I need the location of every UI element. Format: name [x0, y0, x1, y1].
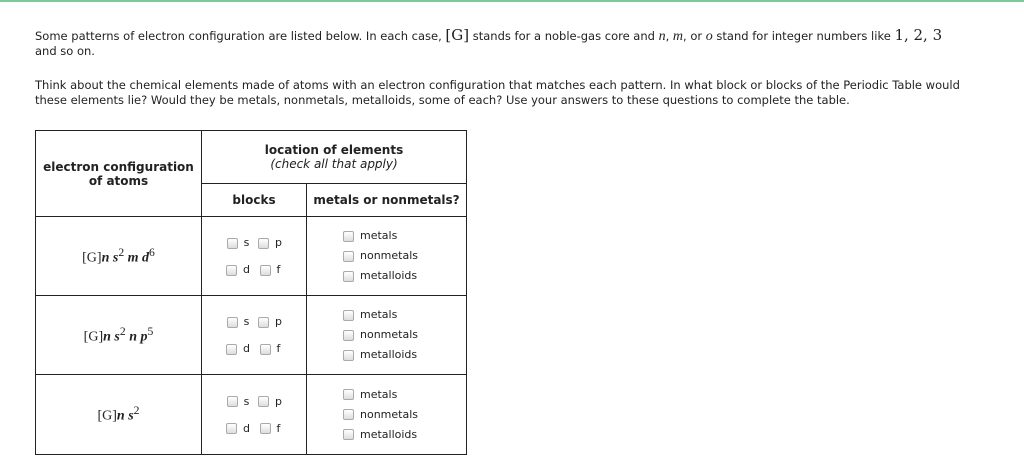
block-option-d[interactable] — [226, 342, 250, 355]
blocks-cell — [202, 296, 307, 375]
type-option-metals[interactable] — [343, 305, 466, 325]
type-option-metals[interactable] — [343, 226, 466, 246]
block-label: d — [243, 263, 250, 276]
table-row — [36, 375, 467, 455]
location-subtitle: (check all that apply) — [270, 157, 398, 171]
type-option-metalloids[interactable] — [343, 425, 466, 445]
block-option-d[interactable] — [226, 263, 250, 276]
block-option-p[interactable] — [258, 395, 282, 408]
orbital: d — [142, 250, 150, 266]
type-option-nonmetals[interactable] — [343, 246, 466, 266]
noble-gas-core: [G] — [82, 250, 102, 266]
block-option-f[interactable] — [258, 342, 282, 355]
block-option-d[interactable] — [226, 422, 250, 435]
electron-count: 2 — [133, 404, 140, 418]
location-header — [202, 131, 467, 184]
block-label: p — [275, 394, 282, 408]
principal-number: n — [101, 250, 110, 266]
blocks-cell — [202, 217, 307, 296]
config-table — [35, 130, 467, 455]
block-option-s[interactable] — [226, 395, 250, 408]
electron-configuration — [36, 296, 202, 375]
checkbox[interactable] — [227, 396, 238, 407]
checkbox[interactable] — [343, 271, 354, 282]
checkbox[interactable] — [258, 396, 269, 407]
checkbox[interactable] — [226, 423, 237, 434]
type-option-metalloids[interactable] — [343, 345, 466, 365]
checkbox[interactable] — [227, 317, 238, 328]
checkbox[interactable] — [226, 265, 237, 276]
metals-cell — [307, 217, 467, 296]
checkbox[interactable] — [343, 429, 354, 440]
checkbox[interactable] — [343, 310, 354, 321]
block-label: d — [243, 421, 250, 435]
type-option-metalloids[interactable] — [343, 266, 466, 286]
type-label: metalloids — [360, 269, 418, 282]
orbital: s — [112, 250, 119, 266]
intro-text: Some patterns of electron configuration are listed below. In each case, [G] stands for a noble-gas core and n, m, or o stand for integer numbers like 1, 2, 3 and so on. — [35, 26, 943, 58]
electron-count: 2 — [118, 245, 125, 259]
checkbox[interactable] — [260, 344, 271, 355]
principal-number: n — [129, 329, 137, 345]
block-option-p[interactable] — [258, 315, 282, 328]
type-label: metalloids — [360, 427, 418, 441]
location-title: location of elements — [264, 143, 404, 157]
block-label: f — [276, 342, 281, 355]
checkbox[interactable] — [343, 389, 354, 400]
type-option-metals[interactable] — [343, 385, 466, 405]
block-label: s — [243, 236, 250, 249]
blocks-header: blocks — [202, 184, 307, 217]
table-row — [36, 296, 467, 375]
electron-count: 5 — [147, 324, 154, 338]
checkbox[interactable] — [226, 344, 237, 355]
principal-number: m — [127, 250, 139, 266]
noble-gas-core: [G] — [83, 329, 104, 345]
type-option-nonmetals[interactable] — [343, 405, 466, 425]
block-label: s — [243, 394, 250, 408]
type-option-nonmetals[interactable] — [343, 325, 466, 345]
principal-number: n — [116, 408, 125, 424]
type-label: metals — [360, 229, 398, 242]
block-label: s — [243, 315, 250, 328]
checkbox[interactable] — [258, 317, 269, 328]
block-option-s[interactable] — [226, 236, 250, 249]
orbital: p — [140, 329, 148, 345]
block-label: p — [275, 236, 282, 249]
type-label: metals — [360, 387, 398, 401]
instructions-text: Think about the chemical elements made of atoms with an electron configuration that matches each pattern. In what block or blocks of the Periodic Table would these elements lie? Would they be metals, nonmetals, metalloids, some of each? Use your answers to these questions to complete the table. — [35, 78, 960, 107]
block-option-p[interactable] — [258, 236, 282, 249]
block-label: f — [276, 421, 281, 435]
checkbox[interactable] — [343, 330, 354, 341]
block-label: f — [276, 263, 281, 276]
metals-header: metals or nonmetals? — [307, 184, 467, 217]
type-label: metals — [360, 308, 398, 321]
type-label: nonmetals — [360, 249, 418, 262]
electron-configuration — [36, 375, 202, 455]
checkbox[interactable] — [258, 238, 269, 249]
block-option-s[interactable] — [226, 315, 250, 328]
type-label: metalloids — [360, 348, 418, 361]
orbital: s — [128, 408, 134, 424]
noble-gas-core: [G] — [97, 408, 117, 424]
electron-configuration — [36, 217, 202, 296]
checkbox[interactable] — [343, 231, 354, 242]
type-label: nonmetals — [360, 328, 418, 341]
principal-number: n — [103, 329, 111, 345]
checkbox[interactable] — [343, 251, 354, 262]
top-divider — [0, 0, 1024, 2]
electron-count: 2 — [119, 324, 126, 338]
block-label: d — [243, 342, 250, 355]
checkbox[interactable] — [260, 423, 271, 434]
col-header-config: electron configuration of atoms — [36, 131, 202, 217]
checkbox[interactable] — [343, 350, 354, 361]
checkbox[interactable] — [227, 238, 238, 249]
blocks-cell — [202, 375, 307, 455]
checkbox[interactable] — [343, 409, 354, 420]
metals-cell — [307, 296, 467, 375]
block-option-f[interactable] — [258, 422, 282, 435]
metals-cell — [307, 375, 467, 455]
table-row — [36, 217, 467, 296]
checkbox[interactable] — [260, 265, 271, 276]
block-option-f[interactable] — [258, 263, 282, 276]
orbital: s — [114, 329, 120, 345]
electron-count: 6 — [149, 245, 155, 259]
type-label: nonmetals — [360, 407, 418, 421]
block-label: p — [275, 315, 282, 328]
